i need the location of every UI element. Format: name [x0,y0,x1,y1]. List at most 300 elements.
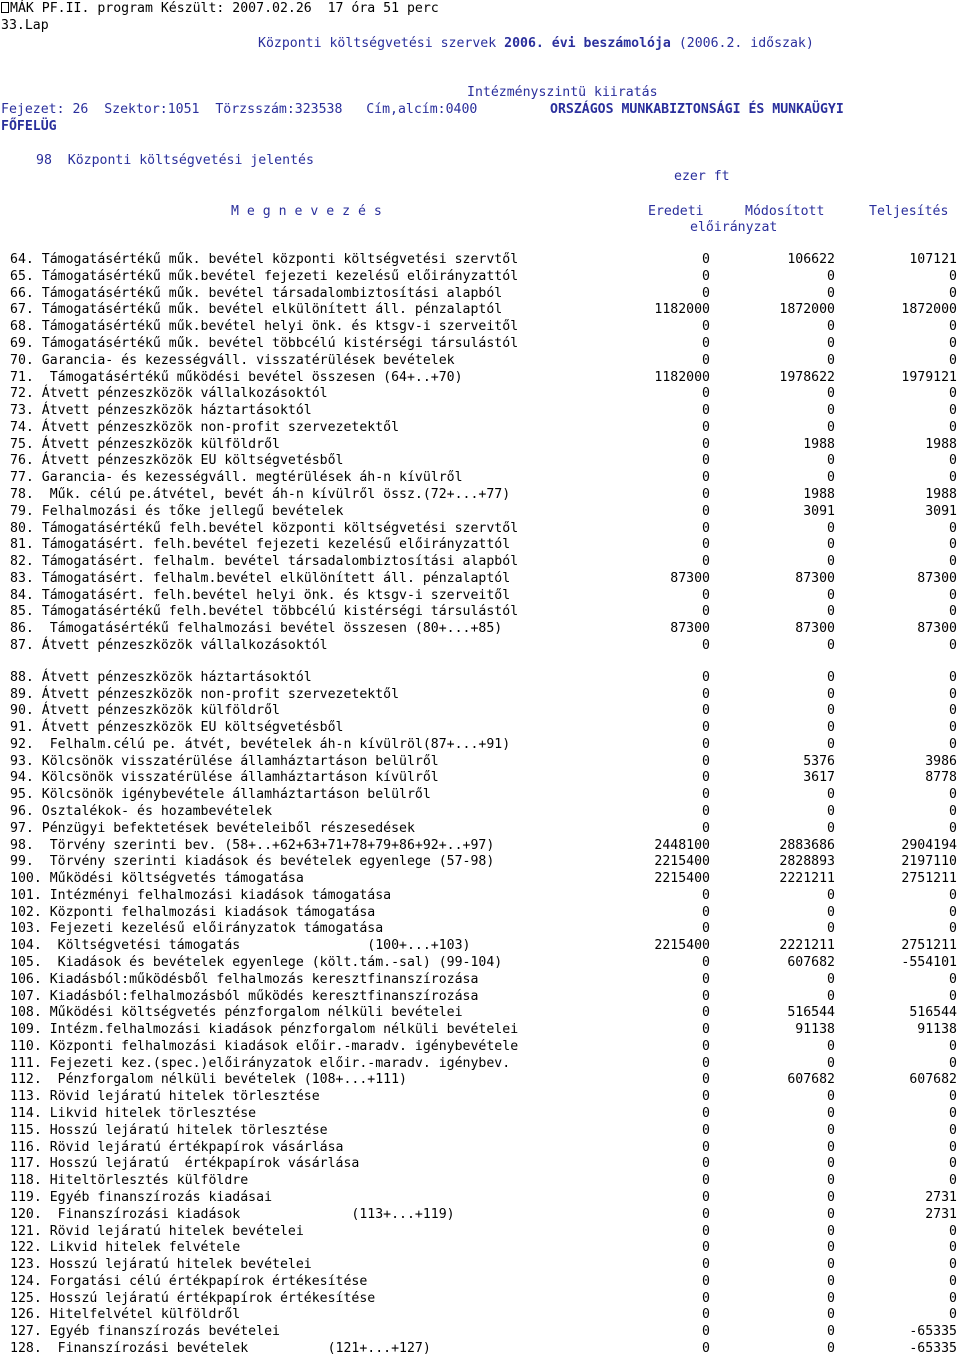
value-actual: 0 [949,669,957,685]
value-actual: 0 [949,1106,957,1121]
row-label: 112. Pénzforgalom nélküli bevételek (108+...+111) [10,1072,407,1088]
value-original: 0 [702,955,710,970]
table-row [0,1189,960,1206]
table-row [0,988,960,1005]
value-modified: 0 [827,887,835,903]
value-actual: 0 [949,268,957,284]
row-label: 122. Likvid hitelek felvétele [10,1240,241,1256]
row-label: 125. Hosszú lejáratú értékpapírok értékesítése [10,1290,376,1306]
value-modified: 0 [827,403,835,418]
value-actual: 0 [949,637,957,653]
value-modified: 0 [827,470,835,486]
org-name-line1: ORSZÁGOS MUNKABIZTONSÁGI ÉS MUNKAÜGYI [550,102,844,117]
table-row [0,753,960,770]
row-label: 78. Műk. célú pe.átvétel, bevét áh-n kívülről össz.(72+...+77) [10,486,511,502]
value-actual: 0 [949,686,957,702]
value-modified: 3091 [803,503,835,519]
value-actual: 0 [949,352,957,368]
table-row [0,436,960,453]
value-modified: 5376 [803,753,835,769]
report-title-prefix: Központi költségvetési szervek [258,36,505,51]
table-row [0,870,960,887]
row-label: 124. Forgatási célú értékpapírok értékesítése [10,1273,368,1289]
row-label: 98. Törvény szerinti bev. (58+..+62+63+71+78+79+86+92+..+97) [10,837,495,853]
value-original: 0 [702,1257,710,1272]
table-row [0,1004,960,1021]
table-row [0,1290,960,1307]
value-original: 87300 [670,570,710,586]
value-modified: 0 [827,1156,835,1172]
row-label: 97. Pénzügyi befektetések bevételeiből részesedések [10,820,415,836]
row-label: 120. Finanszírozási kiadások (113+...+119) [10,1206,455,1222]
value-modified: 0 [827,720,835,736]
value-actual: 0 [949,453,957,469]
value-modified: 3617 [803,770,835,786]
table-row [0,954,960,971]
value-actual: 0 [949,804,957,819]
row-label: 109. Intézm.felhalmozási kiadások pénzforgalom nélküli bevételei [10,1022,519,1038]
table-row [0,503,960,520]
value-actual: 0 [949,971,957,987]
value-original: 0 [702,352,710,368]
table-row [0,369,960,386]
value-original: 0 [702,820,710,836]
value-modified: 607682 [787,955,835,970]
value-modified: 87300 [795,570,835,586]
value-actual: -65335 [909,1340,957,1356]
row-label: 118. Hiteltörlesztés külföldre [10,1173,249,1189]
value-modified: 1872000 [779,302,835,318]
row-label: 88. Átvett pénzeszközök háztartásoktól [10,669,312,685]
table-row [0,1306,960,1323]
table-row [0,1172,960,1189]
table-row [0,1122,960,1139]
value-modified: 0 [827,1240,835,1256]
value-modified: 2221211 [779,938,835,954]
column-header-modified: Módosított [745,204,825,219]
value-original: 0 [702,921,710,937]
box-glyph-icon [1,2,9,13]
value-original: 0 [702,1189,710,1205]
row-label: 75. Átvett pénzeszközök külföldről [10,436,280,452]
value-modified: 0 [827,988,835,1004]
table-row [0,402,960,419]
row-label: 117. Hosszú lejáratú értékpapírok vásárlása [10,1156,360,1172]
value-original: 0 [702,1055,710,1071]
value-actual: 3986 [925,753,957,769]
value-original: 0 [702,470,710,486]
value-modified: 1988 [803,436,835,452]
value-actual: 2904194 [901,837,957,853]
row-label: 127. Egyéb finanszírozás bevételei [10,1324,280,1340]
value-actual: -65335 [909,1324,957,1340]
row-label: 92. Felhalm.célú pe. átvét, bevételek áh-n kívülröl(87+...+91) [10,736,511,752]
value-modified: 0 [827,1173,835,1189]
value-modified: 0 [827,453,835,469]
value-modified: 0 [827,587,835,603]
value-original: 0 [702,1139,710,1155]
row-label: 76. Átvett pénzeszközök EU költségvetésből [10,453,344,469]
value-modified: 516544 [787,1005,835,1021]
value-actual: 0 [949,1290,957,1306]
table-row [0,486,960,503]
value-modified: 0 [827,352,835,368]
table-row [0,920,960,937]
value-original: 0 [702,503,710,519]
value-modified: 0 [827,285,835,301]
table-row [0,769,960,786]
value-actual: 0 [949,736,957,752]
value-original: 0 [702,1206,710,1222]
value-original: 0 [702,1307,710,1323]
table-row [0,1206,960,1223]
value-original: 0 [702,419,710,435]
value-actual: 0 [949,285,957,301]
row-label: 83. Támogatásért. felhalm.bevétel elkülönített áll. pénzalaptól [10,570,511,586]
value-modified: 0 [827,971,835,987]
table-row [0,318,960,335]
table-row [0,820,960,837]
value-original: 2448100 [654,837,710,853]
row-label: 79. Felhalmozási és tőke jellegű bevételek [10,503,344,519]
value-original: 0 [702,1005,710,1021]
value-modified: 0 [827,1340,835,1356]
value-original: 0 [702,386,710,402]
value-original: 0 [702,554,710,569]
row-label: 84. Támogatásért. felh.bevétel helyi önk. és ktsgv-i szerveitől [10,587,511,603]
value-actual: 0 [949,1173,957,1189]
row-label: 72. Átvett pénzeszközök vállalkozásoktól [10,386,328,402]
table-row [0,1239,960,1256]
value-modified: 0 [827,1122,835,1138]
value-original: 0 [702,453,710,469]
value-original: 0 [702,335,710,351]
value-actual: 0 [949,1156,957,1172]
value-actual: 0 [949,419,957,435]
value-modified: 0 [827,637,835,653]
value-modified: 0 [827,419,835,435]
table-row [0,803,960,820]
table-row [0,570,960,587]
row-label: 99. Törvény szerinti kiadások és bevételek egyenlege (57-98) [10,854,495,870]
value-actual: 0 [949,1257,957,1272]
value-original: 0 [702,1273,710,1289]
value-actual: 0 [949,720,957,736]
report-title [258,35,814,52]
value-original: 0 [702,669,710,685]
value-modified: 87300 [795,621,835,637]
row-label: 68. Támogatásértékű műk.bevétel helyi önk. és ktsgv-i szerveitől [10,319,519,335]
value-original: 0 [702,1324,710,1340]
value-original: 0 [702,1156,710,1172]
table-row [0,971,960,988]
value-actual: 0 [949,470,957,486]
table-row [0,1223,960,1240]
value-original: 0 [702,720,710,736]
value-original: 0 [702,285,710,301]
table-row [0,620,960,637]
value-modified: 1988 [803,486,835,502]
row-label: 111. Fejezeti kez.(spec.)előirányzatok előir.-maradv. igénybev. [10,1055,511,1071]
value-actual: 1872000 [901,302,957,318]
value-original: 2215400 [654,938,710,954]
value-actual: 0 [949,1223,957,1239]
row-label: 116. Rövid lejáratú értékpapírok vásárlása [10,1139,344,1155]
report-title-suffix: (2006.2. időszak) [670,36,814,51]
table-row [0,1021,960,1038]
row-label: 110. Központi felhalmozási kiadások előir.-maradv. igénybevétele [10,1038,519,1054]
value-actual: 0 [949,335,957,351]
table-row [0,853,960,870]
value-modified: 0 [827,703,835,719]
table-row [0,268,960,285]
org-name-line2: FŐFELÜG [1,119,57,134]
value-modified: 0 [827,904,835,920]
value-modified: 0 [827,1324,835,1340]
row-label: 86. Támogatásértékű felhalmozási bevétel összesen (80+...+85) [10,621,503,637]
value-actual: 8778 [925,770,957,786]
value-original: 0 [702,971,710,987]
row-label: 119. Egyéb finanszírozás kiadásai [10,1189,273,1205]
report-name: 98 Központi költségvetési jelentés [36,153,314,168]
table-row [0,536,960,553]
table-row [0,1038,960,1055]
table-row [0,1323,960,1340]
row-label: 73. Átvett pénzeszközök háztartásoktól [10,403,312,418]
value-actual: 1988 [925,436,957,452]
value-actual: 0 [949,1122,957,1138]
table-row [0,887,960,904]
report-title-bold: 2006. évi beszámolója [504,36,671,51]
value-actual: 1988 [925,486,957,502]
value-original: 0 [702,736,710,752]
value-actual: 2197110 [901,854,957,870]
column-header-name: M e g n e v e z é s [231,204,382,219]
value-modified: 0 [827,1055,835,1071]
row-label: 101. Intézményi felhalmozási kiadások támogatása [10,887,392,903]
value-actual: 0 [949,988,957,1004]
value-original: 0 [702,486,710,502]
value-modified: 0 [827,537,835,553]
column-header-original: Eredeti [648,204,704,219]
value-original: 0 [702,268,710,284]
ids-line: Fejezet: 26 Szektor:1051 Törzsszám:323538 Cím,alcím:0400 [1,102,478,117]
value-actual: 0 [949,587,957,603]
value-actual: 87300 [917,570,957,586]
row-label: 89. Átvett pénzeszközök non-profit szervezetektől [10,686,400,702]
table-row [0,719,960,736]
row-label: 91. Átvett pénzeszközök EU költségvetésből [10,720,344,736]
value-original: 0 [702,520,710,536]
value-modified: 0 [827,736,835,752]
value-original: 0 [702,1122,710,1138]
value-modified: 0 [827,820,835,836]
table-row [0,251,960,268]
value-original: 0 [702,537,710,553]
value-actual: 107121 [909,252,957,267]
table-row [0,603,960,620]
level-label: Intézményszintü kiiratás [467,85,658,100]
value-original: 0 [702,1173,710,1189]
row-label: 107. Kiadásból:felhalmozásból működés keresztfinanszírozása [10,988,479,1004]
value-original: 0 [702,703,710,719]
value-original: 0 [702,604,710,620]
value-actual: 0 [949,703,957,719]
value-modified: 0 [827,319,835,335]
table-row [0,702,960,719]
value-original: 0 [702,403,710,418]
value-original: 0 [702,587,710,603]
table-row [0,285,960,302]
row-label: 104. Költségvetési támogatás (100+...+103) [10,938,471,954]
value-modified: 0 [827,1106,835,1121]
row-label: 74. Átvett pénzeszközök non-profit szervezetektől [10,419,400,435]
value-modified: 106622 [787,252,835,267]
table-row [0,1071,960,1088]
value-modified: 0 [827,921,835,937]
row-label: 66. Támogatásértékű műk. bevétel társadalombiztosítási alapból [10,285,503,301]
row-label: 82. Támogatásért. felhalm. bevétel társadalombiztosítási alapból [10,554,519,569]
value-original: 0 [702,686,710,702]
value-modified: 0 [827,686,835,702]
value-modified: 2883686 [779,837,835,853]
value-original: 0 [702,904,710,920]
value-modified: 0 [827,1206,835,1222]
value-actual: 87300 [917,621,957,637]
value-modified: 0 [827,1290,835,1306]
value-actual: 0 [949,1055,957,1071]
table-row [0,669,960,686]
row-label: 90. Átvett pénzeszközök külföldről [10,703,280,719]
value-actual: 2751211 [901,938,957,954]
value-original: 0 [702,1290,710,1306]
value-original: 0 [702,1340,710,1356]
value-original: 0 [702,753,710,769]
row-label: 121. Rövid lejáratú hitelek bevételei [10,1223,304,1239]
table-row [0,452,960,469]
table-row [0,1340,960,1357]
value-actual: 0 [949,1273,957,1289]
row-label: 102. Központi felhalmozási kiadások támogatása [10,904,376,920]
value-original: 87300 [670,621,710,637]
value-modified: 0 [827,554,835,569]
value-modified: 0 [827,1038,835,1054]
unit-label: ezer ft [674,169,730,184]
table-row [0,1273,960,1290]
value-actual: 0 [949,1089,957,1105]
row-label: 100. Működési költségvetés támogatása [10,871,304,887]
value-actual: 0 [949,1240,957,1256]
table-row [0,553,960,570]
value-modified: 607682 [787,1072,835,1088]
value-actual: 1979121 [901,369,957,385]
table-row [0,1256,960,1273]
value-actual: 0 [949,820,957,836]
value-original: 0 [702,637,710,653]
program-line [1,0,439,17]
value-actual: 0 [949,887,957,903]
value-original: 0 [702,1038,710,1054]
program-text: MÁK PF.II. program Készült: 2007.02.26 17 óra 51 perc [10,1,439,16]
table-row [0,1105,960,1122]
value-original: 2215400 [654,871,710,887]
value-actual: 0 [949,403,957,418]
row-label: 69. Támogatásértékű műk. bevétel többcélú kistérségi társulástól [10,335,519,351]
value-original: 0 [702,1223,710,1239]
value-modified: 2828893 [779,854,835,870]
row-label: 64. Támogatásértékű műk. bevétel központi költségvetési szervtől [10,252,519,267]
table-row [0,469,960,486]
value-original: 0 [702,1022,710,1038]
row-label: 108. Működési költségvetés pénzforgalom nélküli bevételei [10,1005,463,1021]
row-label: 105. Kiadások és bevételek egyenlege (költ.tám.-sal) (99-104) [10,955,503,970]
column-header-modified-line2: előirányzat [690,220,778,235]
value-actual: 2751211 [901,871,957,887]
value-original: 0 [702,1089,710,1105]
row-label: 95. Kölcsönök igénybevétele államháztartáson belülről [10,787,431,803]
table-row [0,937,960,954]
value-modified: 91138 [795,1022,835,1038]
table-row [0,904,960,921]
row-label: 93. Kölcsönök visszatérülése államháztartáson belülről [10,753,439,769]
value-original: 0 [702,887,710,903]
table-row [0,1088,960,1105]
value-original: 0 [702,436,710,452]
value-actual: 0 [949,904,957,920]
table-row [0,587,960,604]
value-actual: 607682 [909,1072,957,1088]
value-actual: 0 [949,921,957,937]
value-actual: 2731 [925,1189,957,1205]
table-row [0,1139,960,1156]
value-modified: 0 [827,268,835,284]
row-label: 81. Támogatásért. felh.bevétel fejezeti kezelésű előirányzattól [10,537,511,553]
value-actual: 0 [949,604,957,620]
value-original: 0 [702,770,710,786]
value-actual: 0 [949,520,957,536]
value-original: 0 [702,1240,710,1256]
table-row [0,686,960,703]
table-row [0,385,960,402]
value-actual: 0 [949,554,957,569]
value-actual: -554101 [901,955,957,970]
row-label: 67. Támogatásértékű műk. bevétel elkülönített áll. pénzalaptól [10,302,503,318]
value-modified: 0 [827,1273,835,1289]
value-actual: 0 [949,1038,957,1054]
row-label: 65. Támogatásértékű műk.bevétel fejezeti kezelésű előirányzattól [10,268,519,284]
value-original: 1182000 [654,369,710,385]
value-actual: 3091 [925,503,957,519]
table-row [0,637,960,654]
value-original: 1182000 [654,302,710,318]
value-modified: 0 [827,1257,835,1272]
value-original: 0 [702,988,710,1004]
table-row [0,1155,960,1172]
table-row [0,301,960,318]
value-original: 0 [702,787,710,803]
table-row [0,786,960,803]
row-label: 123. Hosszú lejáratú hitelek bevételei [10,1257,312,1272]
value-modified: 0 [827,520,835,536]
value-original: 0 [702,319,710,335]
value-actual: 0 [949,537,957,553]
value-actual: 0 [949,386,957,402]
value-modified: 0 [827,787,835,803]
row-label: 113. Rövid lejáratú hitelek törlesztése [10,1089,320,1105]
value-modified: 0 [827,386,835,402]
value-actual: 2731 [925,1206,957,1222]
value-modified: 0 [827,1307,835,1323]
